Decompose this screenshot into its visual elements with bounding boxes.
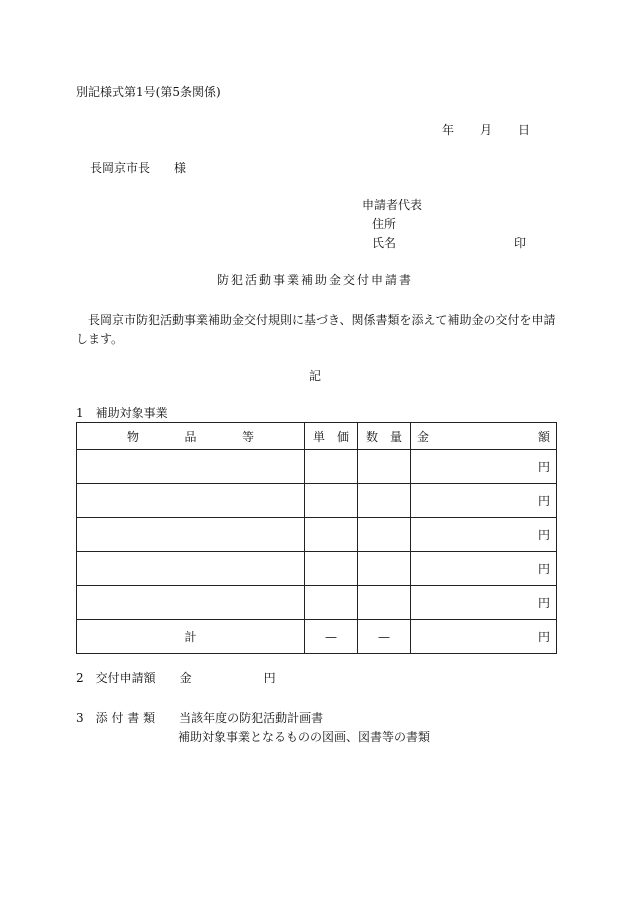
header-amount-char: 金: [417, 429, 430, 444]
applicant-address-label: 住所: [372, 217, 397, 231]
ki-mark: 記: [308, 369, 321, 383]
cell-unit-price[interactable]: [305, 518, 358, 552]
header-item: [77, 423, 305, 450]
cell-quantity[interactable]: [358, 484, 411, 518]
total-row: [77, 620, 557, 654]
cell-amount[interactable]: 円: [411, 484, 557, 518]
header-unit-price: [305, 423, 358, 450]
header-qty-char: 数: [366, 429, 379, 444]
section3-attachments: 3 添 付 書 類 当該年度の防犯活動計画書: [76, 711, 324, 725]
table-row: [77, 518, 557, 552]
applicant-representative-label: 申請者代表: [362, 198, 423, 212]
date-day-label: 日: [518, 123, 531, 137]
cell-unit-price[interactable]: [305, 586, 358, 620]
table-row: [77, 552, 557, 586]
subsidy-items-table: [76, 422, 557, 654]
table-row: [77, 484, 557, 518]
section1-heading: 1 補助対象事業: [76, 406, 168, 420]
date-year-label: 年: [442, 123, 455, 137]
total-qty-dash: —: [358, 620, 411, 654]
cell-item[interactable]: [77, 450, 305, 484]
cell-amount[interactable]: 円: [411, 586, 557, 620]
cell-amount[interactable]: 円: [411, 518, 557, 552]
cell-quantity[interactable]: [358, 586, 411, 620]
header-unit-char: 単: [313, 429, 326, 444]
header-item-char: 品: [184, 429, 197, 444]
cell-unit-price[interactable]: [305, 450, 358, 484]
date-month-label: 月: [480, 123, 493, 137]
header-unit-char: 価: [336, 429, 349, 444]
table-header-row: [77, 423, 557, 450]
cell-quantity[interactable]: [358, 518, 411, 552]
total-amount[interactable]: 円: [411, 620, 557, 654]
cell-quantity[interactable]: [358, 450, 411, 484]
total-label: 計: [77, 620, 305, 654]
header-qty-char: 量: [389, 429, 402, 444]
application-statement: 長岡京市防犯活動事業補助金交付規則に基づき、関係書類を添えて補助金の交付を申請します。: [76, 313, 556, 346]
cell-unit-price[interactable]: [305, 552, 358, 586]
document-title: 防犯活動事業補助金交付申請書: [216, 273, 413, 287]
section3-attachments-line2: 補助対象事業となるものの図画、図書等の書類: [178, 730, 431, 744]
table-row: [77, 586, 557, 620]
cell-item[interactable]: [77, 586, 305, 620]
cell-item[interactable]: [77, 552, 305, 586]
form-number: 別記様式第1号(第5条関係): [76, 85, 221, 99]
section2-requested-amount: 2 交付申請額 金 円: [76, 671, 276, 685]
addressee: 長岡京市長 様: [90, 161, 187, 175]
header-amount: [411, 423, 557, 450]
cell-unit-price[interactable]: [305, 484, 358, 518]
total-unit-dash: —: [305, 620, 358, 654]
cell-quantity[interactable]: [358, 552, 411, 586]
date-line: [442, 122, 530, 138]
header-amount-char: 額: [537, 429, 550, 444]
cell-amount[interactable]: 円: [411, 450, 557, 484]
header-item-char: 物: [127, 429, 140, 444]
cell-amount[interactable]: 円: [411, 552, 557, 586]
seal-mark: 印: [514, 236, 527, 250]
table-row: [77, 450, 557, 484]
cell-item[interactable]: [77, 518, 305, 552]
header-quantity: [358, 423, 411, 450]
cell-item[interactable]: [77, 484, 305, 518]
applicant-name-label: 氏名: [372, 236, 397, 250]
header-item-char: 等: [241, 429, 254, 444]
